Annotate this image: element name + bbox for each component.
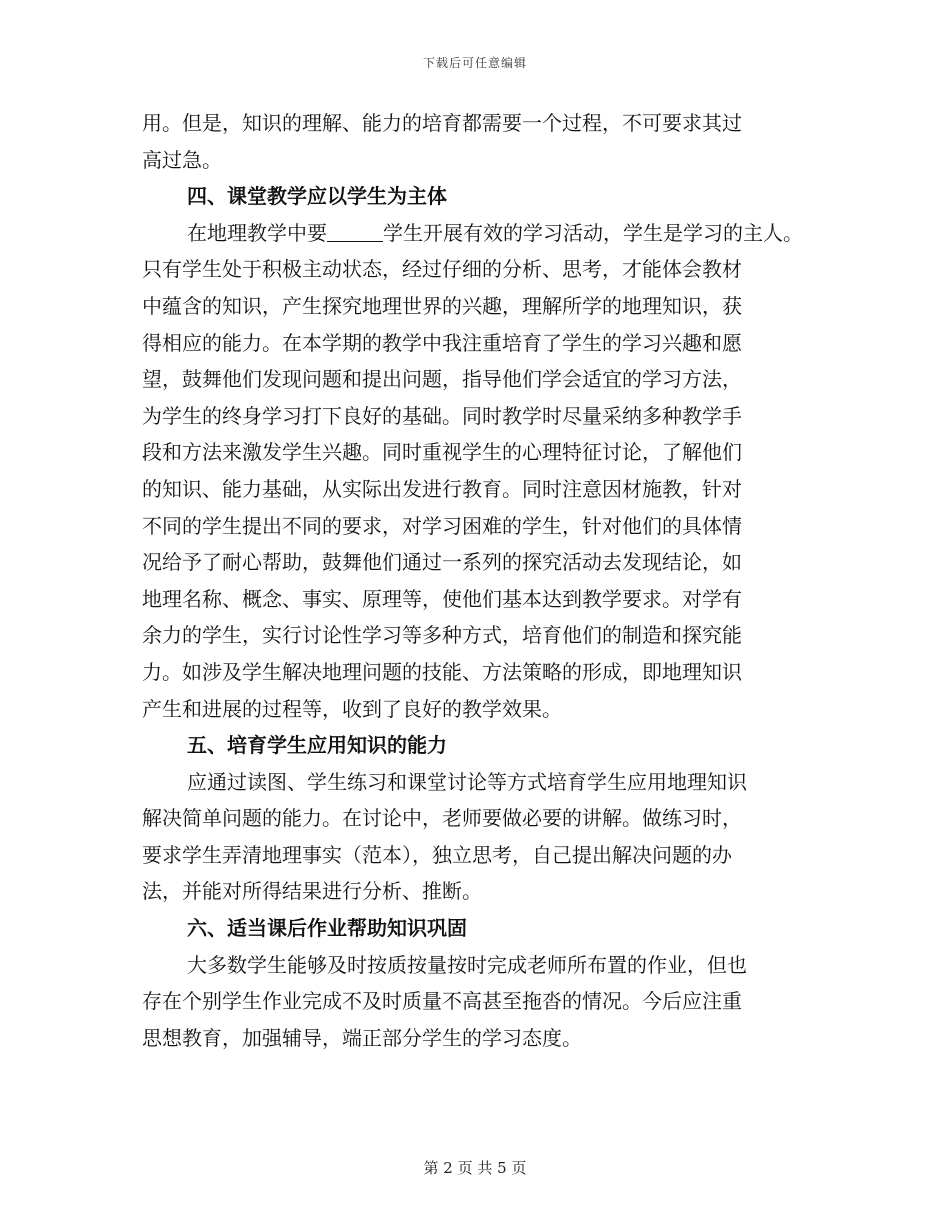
section-heading-6: 六、适当课后作业帮助知识巩固 (187, 916, 467, 941)
body-line: 思想教育，加强辅导，端正部分学生的学习态度。 (142, 1025, 582, 1050)
fill-in-blank (327, 223, 383, 242)
body-line: 段和方法来激发学生兴趣。同时重视学生的心理特征讨论，了解他们 (142, 440, 742, 465)
body-line: 用。但是，知识的理解、能力的培育都需要一个过程，不可要求其过 (142, 111, 742, 135)
body-line: 况给予了耐心帮助，鼓舞他们通过一系列的探究活动去发现结论，如 (142, 550, 742, 575)
body-line: 高过急。 (142, 147, 222, 172)
body-line: 望，鼓舞他们发现问题和提出问题，指导他们学会适宜的学习方法， (142, 367, 742, 392)
section-heading-5: 五、培育学生应用知识的能力 (187, 733, 447, 758)
page-header: 下载后可任意编辑 (422, 56, 527, 70)
body-line: 存在个别学生作业完成不及时质量不高甚至拖沓的情况。今后应注重 (142, 989, 742, 1014)
body-line: 要求学生弄清地理事实（范本），独立思考，自己提出解决问题的办 (142, 842, 732, 867)
body-line: 应通过读图、学生练习和课堂讨论等方式培育学生应用地理知识 (187, 769, 747, 794)
body-line: 不同的学生提出不同的要求，对学习困难的学生，针对他们的具体情 (142, 513, 742, 538)
text-after-blank: 学生开展有效的学习活动，学生是学习的主人。 (383, 220, 803, 245)
body-line: 余力的学生，实行讨论性学习等多种方式，培育他们的制造和探究能 (142, 623, 742, 648)
text-before-blank: 在地理教学中要 (187, 220, 327, 245)
page-number: 第 2 页 共 5 页 (423, 1159, 527, 1177)
body-line: 产生和进展的过程等，收到了良好的教学效果。 (142, 696, 562, 721)
body-line-with-blank (142, 215, 822, 252)
body-line: 解决简单问题的能力。在讨论中，老师要做必要的讲解。做练习时， (142, 806, 742, 831)
body-line: 为学生的终身学习打下良好的基础。同时教学时尽量采纳多种教学手 (142, 403, 742, 428)
body-line: 地理名称、概念、事实、原理等，使他们基本达到教学要求。对学有 (142, 586, 742, 611)
body-line: 的知识、能力基础，从实际出发进行教育。同时注意因材施教，针对 (142, 476, 742, 501)
body-line: 法，并能对所得结果进行分析、推断。 (142, 879, 482, 904)
body-line: 得相应的能力。在本学期的教学中我注重培育了学生的学习兴趣和愿 (142, 330, 742, 355)
body-line: 只有学生处于积极主动状态，经过仔细的分析、思考，才能体会教材 (142, 257, 742, 282)
body-line: 力。如涉及学生解决地理问题的技能、方法策略的形成，即地理知识 (142, 659, 742, 684)
body-line: 中蕴含的知识，产生探究地理世界的兴趣，理解所学的地理知识，获 (142, 293, 742, 318)
body-line: 大多数学生能够及时按质按量按时完成老师所布置的作业，但也 (187, 952, 747, 977)
section-heading-4: 四、课堂教学应以学生为主体 (187, 184, 447, 209)
document-body (142, 105, 822, 1056)
